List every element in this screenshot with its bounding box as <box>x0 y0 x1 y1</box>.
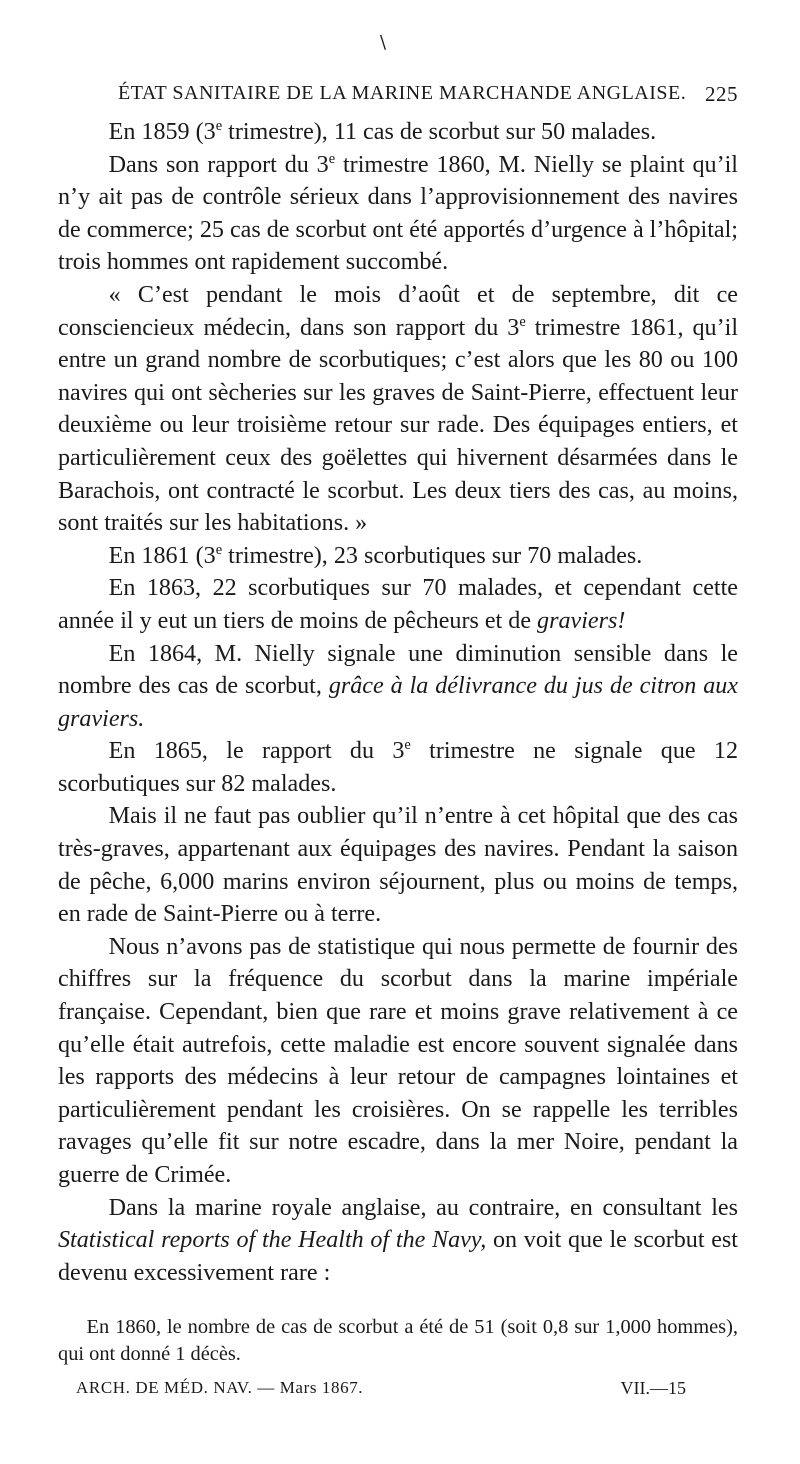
paragraph <box>58 800 738 930</box>
paragraph <box>58 116 738 149</box>
paragraph <box>58 638 738 736</box>
text-run: Dans la marine royale anglaise, au contraire, en consultant les <box>108 1194 738 1221</box>
text-run: En 1859 (3 <box>108 119 216 145</box>
paragraph <box>58 735 738 800</box>
text-run: trimestre), 23 scorbutiques sur 70 malades. <box>222 542 643 569</box>
text-run: En 1861 (3 <box>108 542 216 569</box>
superscript: e <box>404 737 411 754</box>
text-run: Dans son rapport du 3 <box>108 151 329 178</box>
text-run: « C’est pendant le mois d’août et de septembre, dit ce consciencieux médecin, dans son rapport du 3 <box>58 281 738 341</box>
text-run: trimestre 1861, qu’il entre un grand nombre de scorbutiques; c’est alors que les 80 ou 100 navires qui ont sècheries sur les graves de Saint-Pierre, effectuent leur deuxième ou leur troisième retour sur rade. Des équipages entiers, et particulièrement ceux des goëlettes qui hivernent désarmées dans le Barachois, ont contracté le scorbut. Les deux tiers des cas, au moins, sont traités sur les habitations. » <box>58 314 739 537</box>
text-run: on voit que le scorbut est devenu excessivement rare : <box>58 1227 738 1286</box>
text-run: Mais il ne faut pas oublier qu’il n’entre à cet hôpital que des cas très-graves, appartenant aux équipages des navires. Pendant la saison de pêche, 6,000 marins environ séjournent, plus ou moins de temps, en rade de Saint-Pierre ou à terre. <box>58 803 738 928</box>
paragraph <box>58 1192 738 1290</box>
signature-mark: VII.—15 <box>620 1378 686 1398</box>
paragraph <box>58 279 738 540</box>
footnote: En 1860, le nombre de cas de scorbut a été de 51 (soit 0,8 sur 1,000 hommes), qui ont donné 1 décès. <box>58 1316 738 1365</box>
margin-mark: \ <box>380 32 387 53</box>
page-footer <box>76 1378 686 1402</box>
text-run: trimestre ne signale que 12 scorbutiques sur 82 malades. <box>58 738 739 797</box>
superscript: e <box>519 313 526 330</box>
paragraph <box>58 540 738 573</box>
running-header <box>118 82 738 110</box>
running-title: ÉTAT SANITAIRE DE LA MARINE MARCHANDE ANGLAISE. <box>118 82 687 104</box>
footer-citation: ARCH. DE MÉD. NAV. — Mars 1867. <box>76 1378 364 1397</box>
superscript: e <box>215 117 223 134</box>
paragraph <box>58 572 738 637</box>
italic-text: grâce à la délivrance du jus de citron aux graviers. <box>58 673 738 732</box>
text-run: En 1865, le rapport du 3 <box>108 738 405 765</box>
italic-text: Statistical reports of the Health of the Navy, <box>58 1227 487 1254</box>
body-text <box>58 116 738 1289</box>
page-number: 225 <box>705 82 738 106</box>
text-run: En 1864, M. Nielly signale une diminution sensible dans le nombre des cas de scorbut, <box>58 640 738 700</box>
superscript: e <box>328 150 336 167</box>
superscript: e <box>215 541 223 558</box>
text-run: En 1863, 22 scorbutiques sur 70 malades, et cependant cette année il y eut un tiers de moins de pêcheurs et de <box>58 575 738 634</box>
text-run: trimestre 1860, M. Nielly se plaint qu’il n’y ait pas de contrôle sérieux dans l’approvisionnement des navires de commerce; 25 cas de scorbut ont été apportés d’urgence à l’hôpital; trois hommes ont rapidement succombé. <box>58 151 739 276</box>
italic-text: graviers! <box>537 607 626 634</box>
paragraph <box>58 931 738 1192</box>
paragraph <box>58 149 738 279</box>
text-run: trimestre), 11 cas de scorbut sur 50 malades. <box>222 119 657 145</box>
text-run: Nous n’avons pas de statistique qui nous permette de fournir des chiffres sur la fréquence du scorbut dans la marine impériale française. Cependant, bien que rare et moins grave relativement à ce qu’elle était autrefois, cette maladie est encore souvent signalée dans les rapports des médecins à leur retour de campagnes lointaines et particulièrement pendant les croisières. On se rappelle les terribles ravages qu’elle fit sur notre escadre, dans la mer Noire, pendant la guerre de Crimée. <box>58 933 738 1188</box>
